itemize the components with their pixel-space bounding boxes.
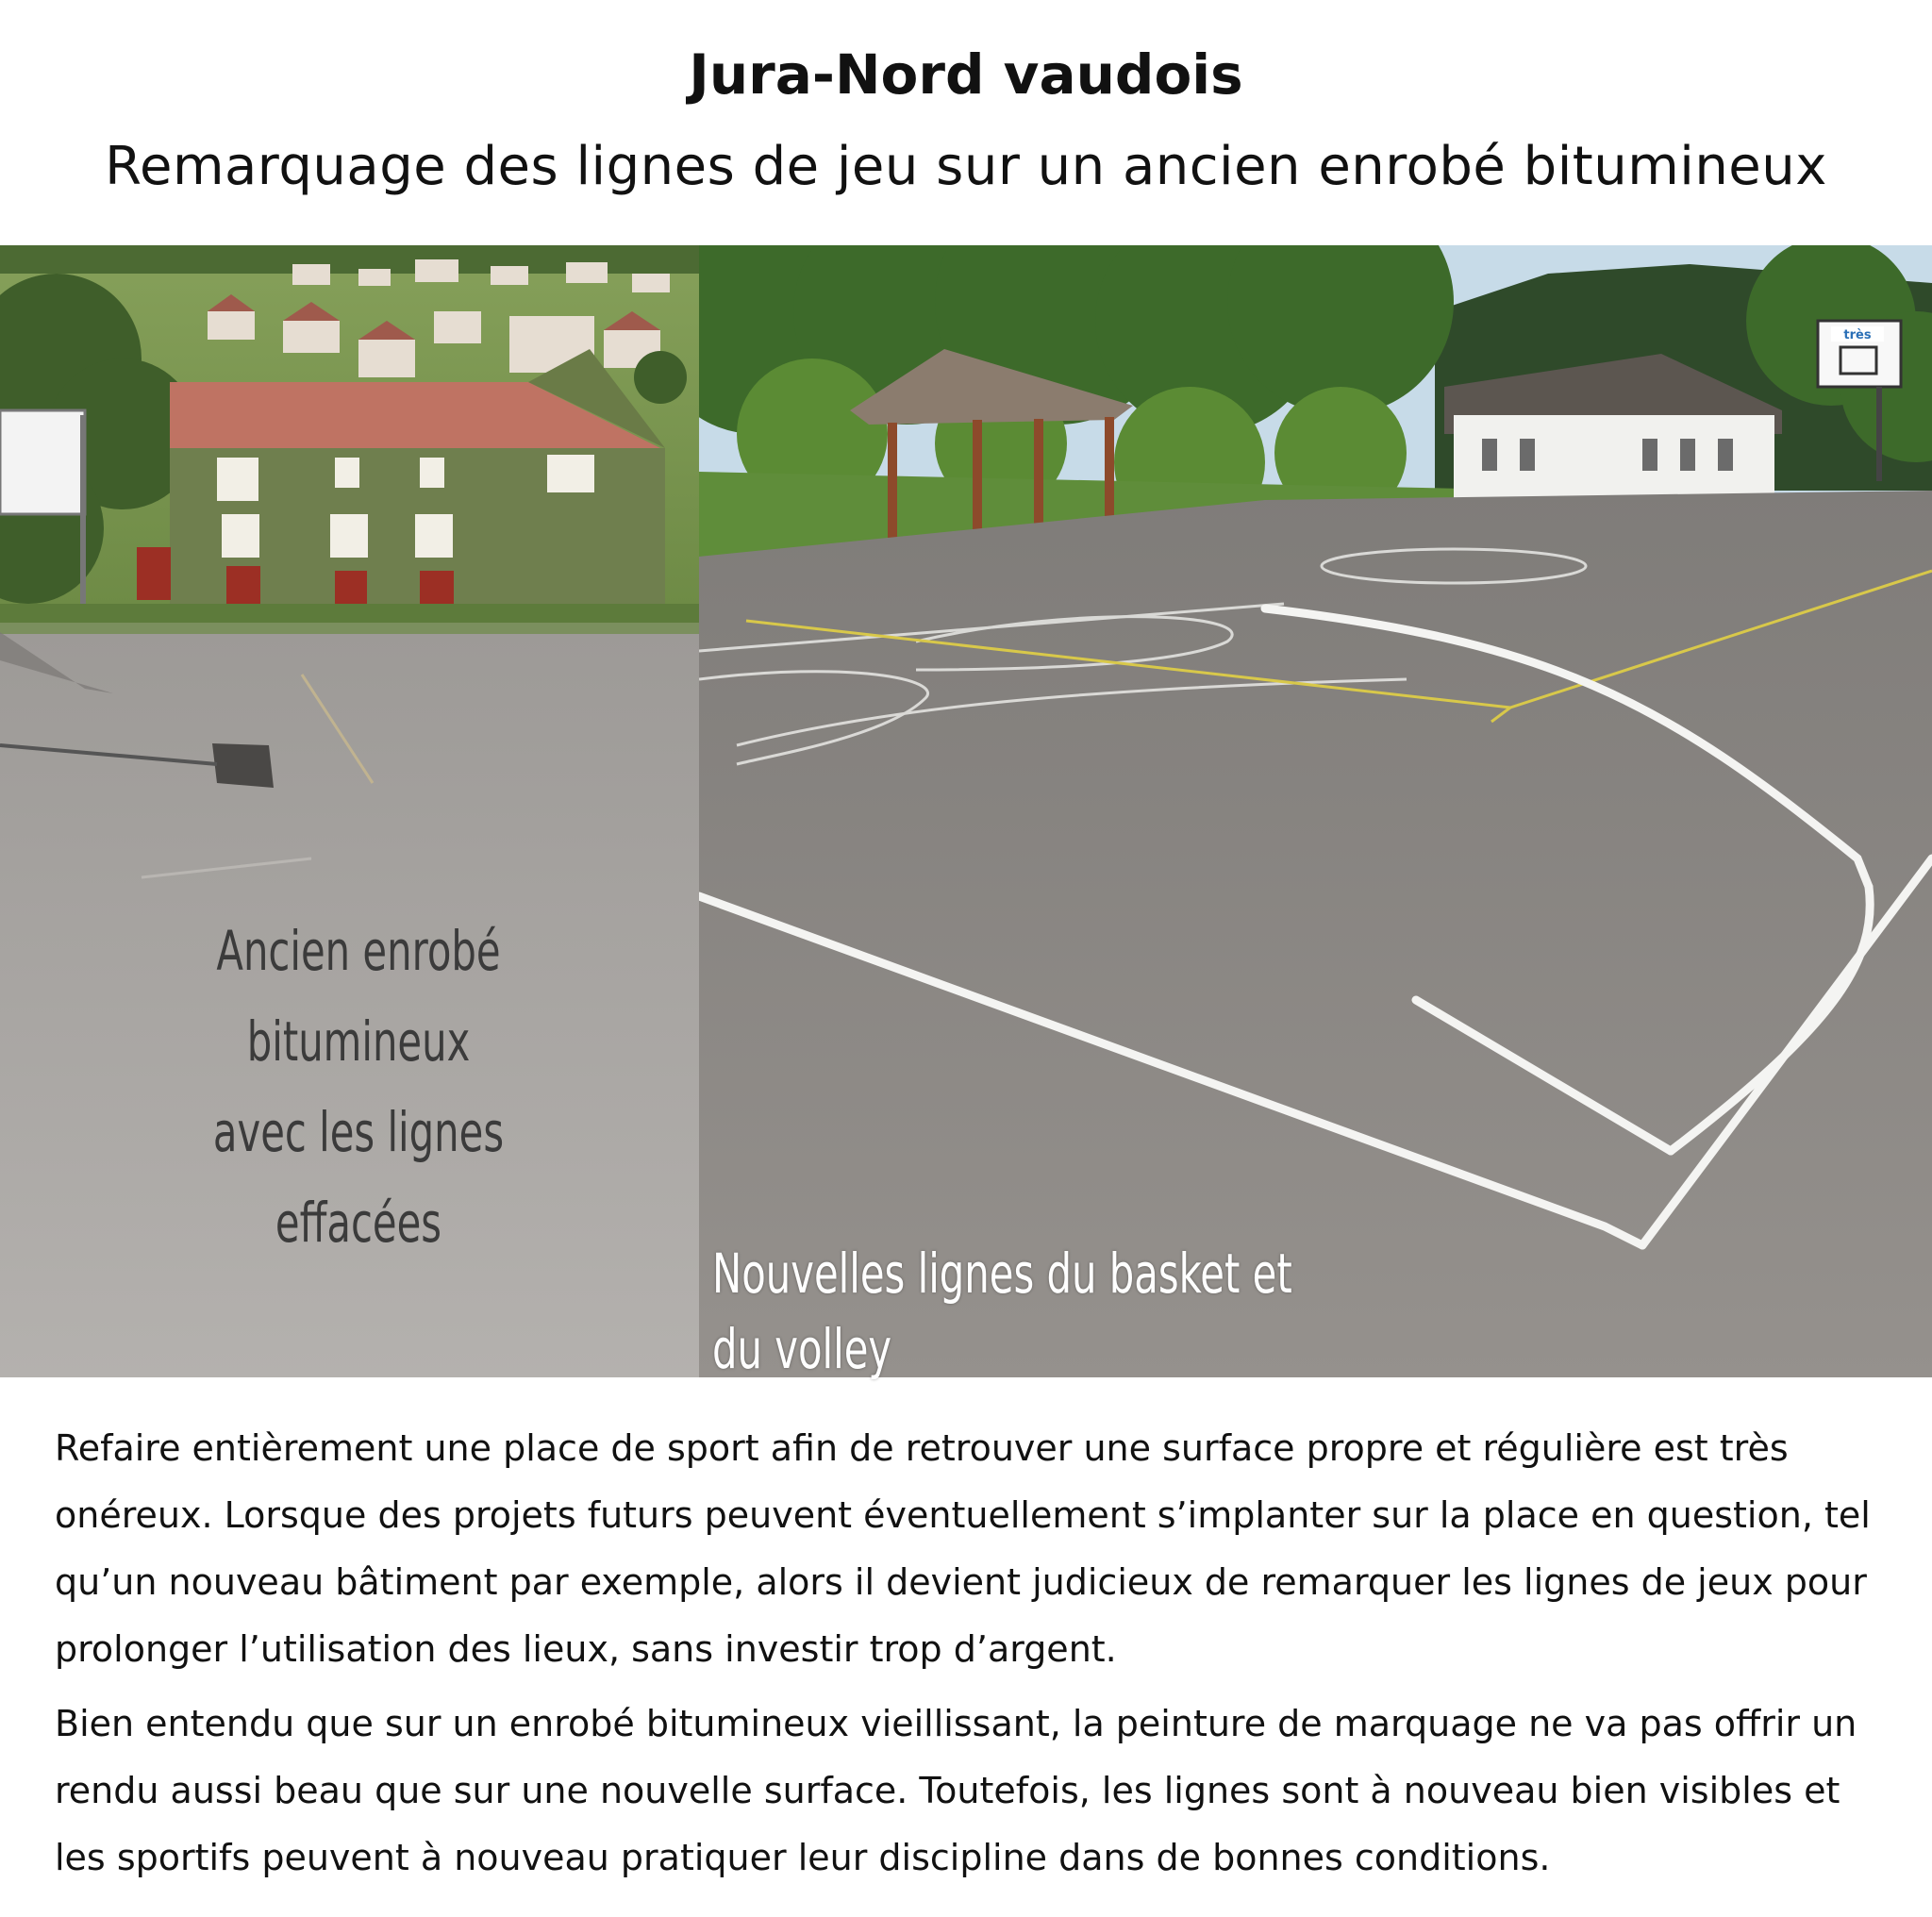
left-caption-line2: avec les lignes effacées [212,1100,505,1255]
photo-new-court [699,245,1932,1377]
paragraph-2: Bien entendu que sur un enrobé bitumineux vieillissant, la peinture de marquage ne va pas offrir un rendu aussi beau que sur une nouvelle surface. Toutefois, les lignes sont à nouveau bien visibles et les sportifs peuvent à nouveau pratiquer leur discipline dans de bonnes conditions. [55,1703,1857,1878]
left-photo-caption [142,906,576,1268]
left-caption-line1: Ancien enrobé bitumineux [216,919,501,1074]
backboard-label: très [1843,328,1872,342]
page-subtitle: Remarquage des lignes de jeu sur un ancien enrobé bitumineux [105,136,1827,197]
photo-new-court-illustration [699,245,1932,1377]
paragraph-1: Refaire entièrement une place de sport afin de retrouver une surface propre et régulière est très onéreux. Lorsque des projets futurs peuvent éventuellement s’implanter sur la place en question, tel qu’un nouveau bâtiment par exemple, alors il devient judicieux de remarquer les lignes de jeux pour prolonger l’utilisation des lieux, sans investir trop d’argent. [55,1427,1871,1670]
page-title: Jura-Nord vaudois [689,42,1243,107]
right-photo-caption: Nouvelles lignes du basket et du volley [712,1242,1292,1381]
article-body [55,1415,1885,1899]
